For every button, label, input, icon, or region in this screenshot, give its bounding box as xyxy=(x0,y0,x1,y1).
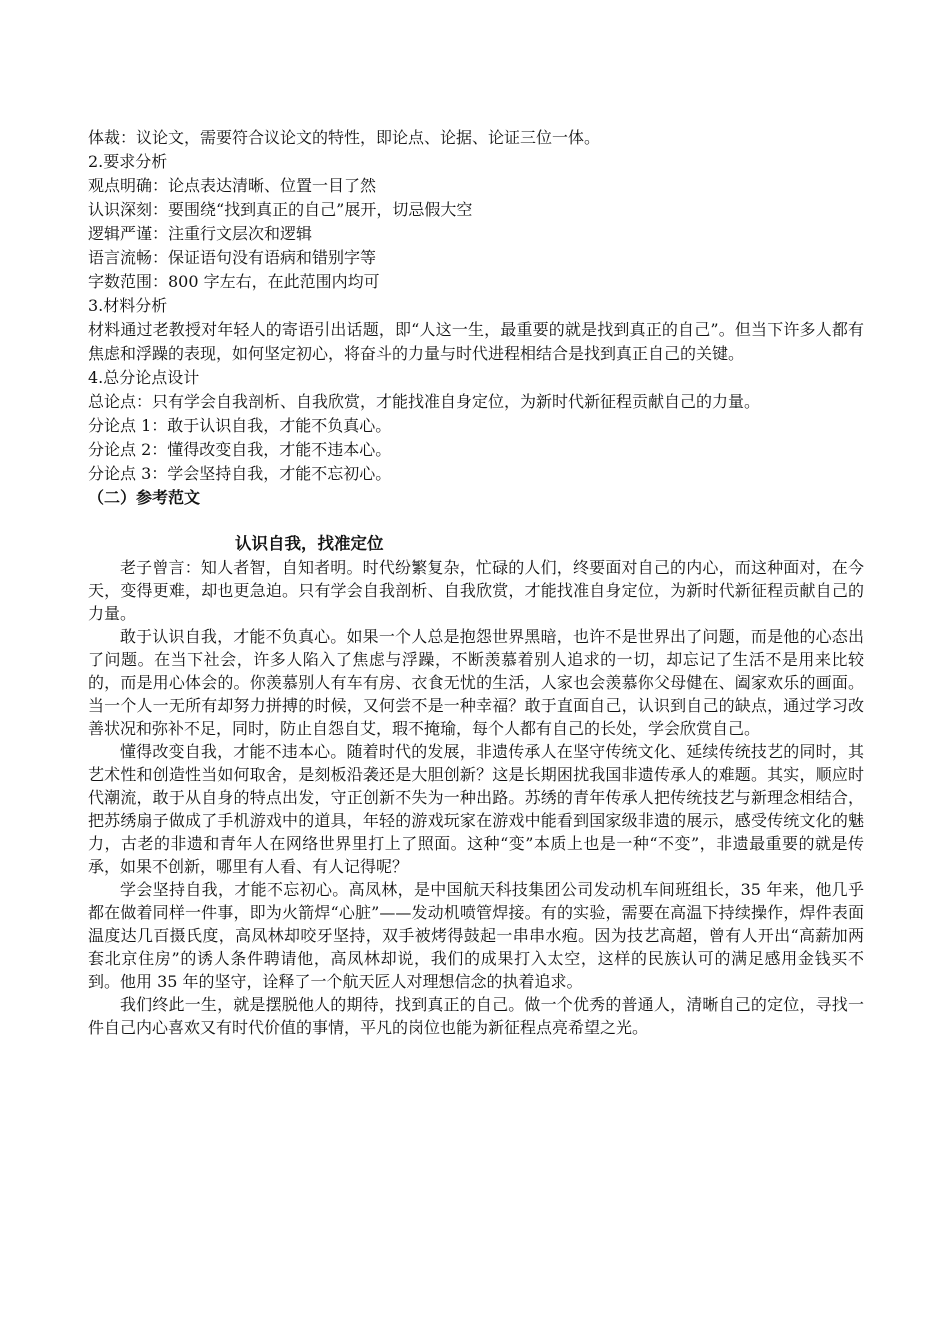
requirement-item: 语言流畅：保证语句没有语病和错别字等 xyxy=(88,248,377,267)
requirement-item: 认识深刻：要围绕“找到真正的自己”展开，切忌假大空 xyxy=(88,200,473,219)
material-text: 材料通过老教授对年轻人的寄语引出话题，即“人这一生，最重要的就是找到真正的自己”。但当下许多人都有焦虑和浮躁的表现，如何坚定初心，将奋斗的力量与时代进程相结合是找到真正自己的关键。 xyxy=(88,320,864,363)
genre-line: 体裁：议论文，需要符合议论文的特性，即论点、论据、论证三位一体。 xyxy=(88,128,601,147)
essay-paragraph: 我们终此一生，就是摆脱他人的期待，找到真正的自己。做一个优秀的普通人，清晰自己的定位，寻找一件自己内心喜欢又有时代价值的事情，平凡的岗位也能为新征程点亮希望之光。 xyxy=(88,995,864,1037)
main-thesis: 总论点：只有学会自我剖析、自我欣赏，才能找准自身定位，为新时代新征程贡献自己的力量。 xyxy=(88,392,761,411)
essay-paragraph: 学会坚持自我，才能不忘初心。高凤林，是中国航天科技集团公司发动机车间班组长，35 年来，他几乎都在做着同样一件事，即为火箭焊“心脏”——发动机喷管焊接。有的实验，需要在高温下持续操作，焊件表面温度达几百摄氏度，高凤林却咬牙坚持，双手被烤得鼓起一串串水疱。因为技艺高超，曾有人开出“高薪加两套北京住房”的诱人条件聘请他，高凤林却说，我们的成果打入太空，这样的民族认可的满足感用金钱买不到。他用 35 年的坚守，诠释了一个航天匠人对理想信念的执着追求。 xyxy=(88,880,864,991)
essay-paragraph: 老子曾言：知人者智，自知者明。时代纷繁复杂，忙碌的人们，终要面对自己的内心，而这种面对，在今天，变得更难，却也更急迫。只有学会自我剖析、自我欣赏，才能找准自身定位，为新时代新征程贡献自己的力量。 xyxy=(88,558,864,623)
requirements-heading: 2.要求分析 xyxy=(88,152,168,171)
sub-point: 分论点 2：懂得改变自我，才能不违本心。 xyxy=(88,440,392,459)
requirement-item: 字数范围：800 字左右，在此范围内均可 xyxy=(88,272,380,291)
sub-point: 分论点 3：学会坚持自我，才能不忘初心。 xyxy=(88,464,392,483)
document-page xyxy=(88,126,864,1039)
requirement-item: 逻辑严谨：注重行文层次和逻辑 xyxy=(88,224,313,243)
thesis-heading: 4.总分论点设计 xyxy=(88,368,200,387)
material-heading: 3.材料分析 xyxy=(88,296,168,315)
requirement-item: 观点明确：论点表达清晰、位置一目了然 xyxy=(88,176,377,195)
essay-paragraph: 敢于认识自我，才能不负真心。如果一个人总是抱怨世界黑暗，也许不是世界出了问题，而是他的心态出了问题。在当下社会，许多人陷入了焦虑与浮躁，不断羡慕着别人追求的一切，却忘记了生活不是用来比较的，而是用心体会的。你羡慕别人有车有房、衣食无忧的生活，人家也会羡慕你父母健在、阖家欢乐的画面。当一个人一无所有却努力拼搏的时候，又何尝不是一种幸福？敢于直面自己，认识到自己的缺点，通过学习改善状况和弥补不足，同时，防止自怨自艾，瑕不掩瑜，每个人都有自己的长处，学会欣赏自己。 xyxy=(88,627,864,738)
essay-paragraph: 懂得改变自我，才能不违本心。随着时代的发展，非遗传承人在坚守传统文化、延续传统技艺的同时，其艺术性和创造性当如何取舍，是刻板沿袭还是大胆创新？这是长期困扰我国非遗传承人的难题。其实，顺应时代潮流，敢于从自身的特点出发，守正创新不失为一种出路。苏绣的青年传承人把传统技艺与新理念相结合，把苏绣扇子做成了手机游戏中的道具，年轻的游戏玩家在游戏中能看到国家级非遗的展示，感受传统文化的魅力，古老的非遗和青年人在网络世界里打上了照面。这种“变”本质上也是一种“不变”，非遗最重要的就是传承，如果不创新，哪里有人看、有人记得呢？ xyxy=(88,742,864,876)
sample-section-heading: （二）参考范文 xyxy=(88,488,201,507)
sub-point: 分论点 1：敢于认识自我，才能不负真心。 xyxy=(88,416,392,435)
essay-title: 认识自我，找准定位 xyxy=(235,534,384,553)
